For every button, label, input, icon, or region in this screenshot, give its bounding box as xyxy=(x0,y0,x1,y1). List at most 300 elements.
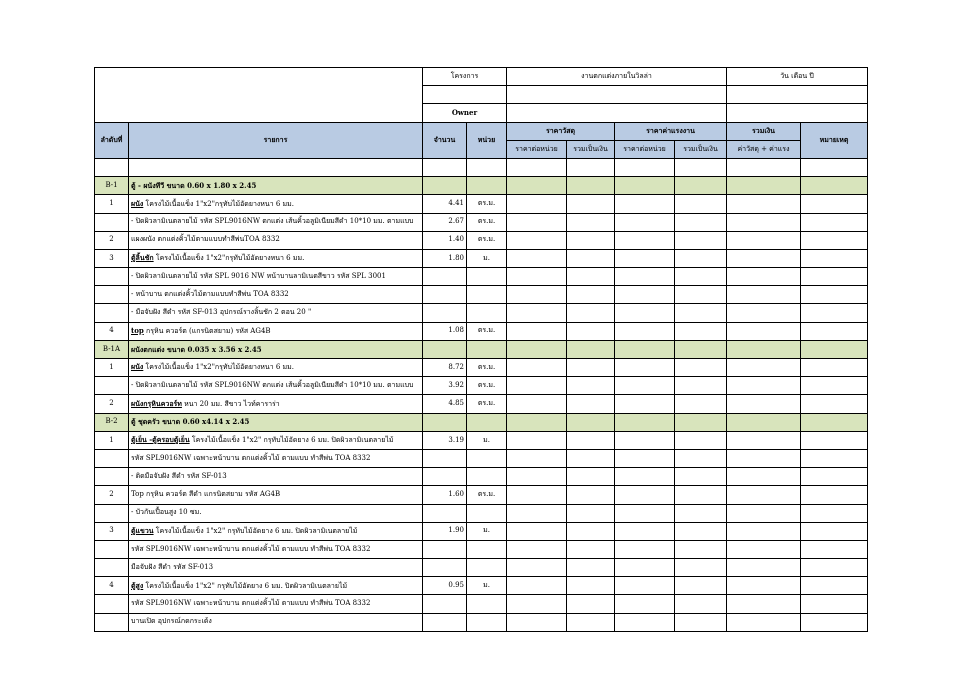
table-row xyxy=(95,613,868,631)
row-item-text: - ปิดผิวลามิเนตลายไม้ รหัส SPL9016NW ตกแต่ง เส้นคิ้วอลูมิเนียมสีดำ 10*10 มม. ตามแบบ xyxy=(131,380,414,389)
row-no: 4 xyxy=(95,577,129,595)
row-no xyxy=(95,595,129,613)
row-item xyxy=(129,268,423,286)
row-item xyxy=(129,504,423,522)
table-row xyxy=(95,195,868,213)
row-empty-cell xyxy=(567,213,615,231)
row-empty-cell xyxy=(675,595,727,613)
row-item xyxy=(129,449,423,467)
row-empty-cell xyxy=(615,395,675,413)
row-unit xyxy=(467,340,507,358)
row-qty: 1.60 xyxy=(423,486,467,504)
row-empty-cell xyxy=(727,249,801,267)
row-empty-cell xyxy=(615,231,675,249)
row-item xyxy=(129,249,423,267)
row-item xyxy=(129,431,423,449)
row-item-text: หนา 20 มม. สีขาว ไวท์คาราร่า xyxy=(181,399,280,408)
table-row xyxy=(95,377,868,395)
row-no xyxy=(95,468,129,486)
row-qty xyxy=(423,559,467,577)
row-empty-cell xyxy=(567,304,615,322)
row-empty-cell xyxy=(801,413,868,431)
row-empty-cell xyxy=(567,559,615,577)
row-item-heading: ตู้สูง xyxy=(131,580,144,590)
col-qty: จำนวน xyxy=(423,122,467,158)
col-material-unit-price: ราคาต่อหน่วย xyxy=(507,140,567,158)
row-item-text: โครงไม้เนื้อแข็ง 1"x2" กรุทับไม้อัดยาง 6 มม. ปิดผิวลามิเนตลายไม้ xyxy=(189,436,394,444)
row-empty-cell xyxy=(801,468,868,486)
row-empty-cell xyxy=(675,286,727,304)
row-no: B-2 xyxy=(95,413,129,431)
row-unit: ตร.ม. xyxy=(467,377,507,395)
row-empty-cell xyxy=(615,540,675,558)
row-qty xyxy=(423,304,467,322)
row-empty-cell xyxy=(507,177,567,195)
row-item xyxy=(129,231,423,249)
row-empty-cell xyxy=(675,377,727,395)
row-empty-cell xyxy=(507,540,567,558)
row-empty-cell xyxy=(567,395,615,413)
row-empty-cell xyxy=(675,431,727,449)
row-empty-cell xyxy=(615,522,675,540)
row-item-heading: ผนัง xyxy=(131,362,144,372)
project-label: โครงการ xyxy=(423,68,507,86)
table-row xyxy=(95,522,868,540)
table-row xyxy=(95,213,868,231)
col-material-group: ราคาวัสดุ xyxy=(507,122,615,140)
row-no xyxy=(95,286,129,304)
table-row xyxy=(95,504,868,522)
row-empty-cell xyxy=(615,304,675,322)
row-item xyxy=(129,468,423,486)
row-empty-cell xyxy=(567,322,615,340)
row-item xyxy=(129,213,423,231)
row-item-text: - มือจับฝัง สีดำ รหัส SF-013 อุปกรณ์รางลิ้นชัก 2 ตอน 20 " xyxy=(131,308,312,317)
row-unit xyxy=(467,177,507,195)
col-item: รายการ xyxy=(129,122,423,158)
table-row xyxy=(95,304,868,322)
project-blank xyxy=(423,86,507,104)
row-item xyxy=(129,377,423,395)
row-empty-cell xyxy=(675,195,727,213)
row-item-heading: ตู้ลิ้นชัก xyxy=(131,253,154,263)
row-empty-cell xyxy=(727,340,801,358)
row-empty-cell xyxy=(801,486,868,504)
row-qty xyxy=(423,595,467,613)
spacer-cell xyxy=(675,158,727,176)
row-empty-cell xyxy=(615,322,675,340)
owner-label: Owner xyxy=(423,104,507,122)
col-total-group: รวมเงิน xyxy=(727,122,801,140)
row-item-text: - หน้าบาน ตกแต่งคิ้วไม้ตามแบบทำสีพ่น TOA 8332 xyxy=(131,290,289,298)
row-empty-cell xyxy=(507,249,567,267)
row-empty-cell xyxy=(507,304,567,322)
row-empty-cell xyxy=(507,359,567,377)
row-unit: ตร.ม. xyxy=(467,322,507,340)
row-empty-cell xyxy=(507,468,567,486)
row-empty-cell xyxy=(727,577,801,595)
row-item-text: แผงผนัง ตกแต่งคิ้วไม้ตามแบบทำสีพ่นTOA 8332 xyxy=(131,235,280,244)
row-empty-cell xyxy=(801,449,868,467)
row-empty-cell xyxy=(727,195,801,213)
row-qty xyxy=(423,449,467,467)
row-no xyxy=(95,268,129,286)
row-empty-cell xyxy=(507,504,567,522)
row-item-heading: ตู้เย็น -ตู้ครอบตู้เย็น xyxy=(131,435,190,444)
row-empty-cell xyxy=(675,413,727,431)
row-empty-cell xyxy=(615,468,675,486)
row-item xyxy=(129,595,423,613)
row-empty-cell xyxy=(801,268,868,286)
row-no: 2 xyxy=(95,486,129,504)
row-item-heading: ผนังกรุหินควอร์ท xyxy=(131,398,182,408)
row-empty-cell xyxy=(675,504,727,522)
row-empty-cell xyxy=(507,377,567,395)
table-row xyxy=(95,395,868,413)
row-empty-cell xyxy=(801,595,868,613)
spacer-cell xyxy=(95,158,129,176)
row-no: 2 xyxy=(95,395,129,413)
row-empty-cell xyxy=(801,559,868,577)
row-item-text: รหัส SPL9016NW เฉพาะหน้าบาน ตกแต่งคิ้วไม้ ตามแบบ ทำสีพ่น TOA 8332 xyxy=(131,453,371,462)
row-empty-cell xyxy=(567,540,615,558)
row-empty-cell xyxy=(567,268,615,286)
row-no: B-1A xyxy=(95,340,129,358)
row-empty-cell xyxy=(727,449,801,467)
row-unit xyxy=(467,449,507,467)
table-row xyxy=(95,486,868,504)
row-empty-cell xyxy=(801,286,868,304)
row-unit xyxy=(467,468,507,486)
row-empty-cell xyxy=(727,559,801,577)
row-empty-cell xyxy=(507,522,567,540)
row-empty-cell xyxy=(801,177,868,195)
spacer-cell xyxy=(567,158,615,176)
row-unit: ตร.ม. xyxy=(467,213,507,231)
row-unit: ม. xyxy=(467,522,507,540)
row-item xyxy=(129,522,423,540)
row-item: ตู้ - ผนังทีวี ขนาด 0.60 x 1.80 x 2.45 xyxy=(129,177,423,195)
row-empty-cell xyxy=(727,595,801,613)
project-value: งานตกแต่งภายในวิลล่า xyxy=(507,68,727,86)
spacer-cell xyxy=(727,158,801,176)
row-empty-cell xyxy=(615,577,675,595)
row-item xyxy=(129,322,423,340)
table-row xyxy=(95,268,868,286)
row-empty-cell xyxy=(675,540,727,558)
row-qty: 1.40 xyxy=(423,231,467,249)
table-row xyxy=(95,431,868,449)
row-empty-cell xyxy=(801,504,868,522)
row-empty-cell xyxy=(801,359,868,377)
row-empty-cell xyxy=(615,213,675,231)
row-empty-cell xyxy=(727,231,801,249)
col-labor-unit-price: ราคาต่อหน่วย xyxy=(615,140,675,158)
table-row xyxy=(95,577,868,595)
row-empty-cell xyxy=(801,577,868,595)
section-row xyxy=(95,177,868,195)
row-empty-cell xyxy=(727,413,801,431)
row-item-heading: top xyxy=(131,325,144,335)
row-no: 1 xyxy=(95,431,129,449)
section-row xyxy=(95,413,868,431)
row-empty-cell xyxy=(567,413,615,431)
row-empty-cell xyxy=(567,177,615,195)
row-empty-cell xyxy=(727,377,801,395)
col-remark: หมายเหตุ xyxy=(801,122,868,158)
row-qty xyxy=(423,413,467,431)
boq-table xyxy=(94,67,868,632)
row-no: 1 xyxy=(95,195,129,213)
row-empty-cell xyxy=(675,559,727,577)
row-empty-cell xyxy=(801,522,868,540)
table-row xyxy=(95,359,868,377)
table-row xyxy=(95,468,868,486)
row-no xyxy=(95,213,129,231)
table-row xyxy=(95,559,868,577)
row-qty: 1.80 xyxy=(423,249,467,267)
row-qty: 1.08 xyxy=(423,322,467,340)
row-item-text: Top กรุหิน ควอร์ต สีดำ แกรนิตสยาม รหัส AG4B xyxy=(131,490,281,499)
row-no xyxy=(95,449,129,467)
row-empty-cell xyxy=(507,395,567,413)
row-empty-cell xyxy=(615,504,675,522)
col-labor-group: ราคาค่าแรงงาน xyxy=(615,122,727,140)
owner-date-blank xyxy=(727,104,868,122)
row-unit xyxy=(467,413,507,431)
row-empty-cell xyxy=(567,486,615,504)
row-empty-cell xyxy=(615,595,675,613)
row-empty-cell xyxy=(567,595,615,613)
row-item xyxy=(129,559,423,577)
row-item xyxy=(129,304,423,322)
row-empty-cell xyxy=(615,249,675,267)
row-item xyxy=(129,486,423,504)
row-empty-cell xyxy=(615,195,675,213)
row-empty-cell xyxy=(801,249,868,267)
row-qty: 4.41 xyxy=(423,195,467,213)
row-unit xyxy=(467,559,507,577)
row-qty xyxy=(423,340,467,358)
row-empty-cell xyxy=(615,613,675,631)
row-empty-cell xyxy=(567,431,615,449)
row-qty xyxy=(423,468,467,486)
row-unit xyxy=(467,286,507,304)
row-empty-cell xyxy=(801,231,868,249)
row-qty: 8.72 xyxy=(423,359,467,377)
row-item-text: โครงไม้เนื้อแข็ง 1"x2"กรุทับไม้อัดยางหนา 6 มม. xyxy=(153,254,305,263)
row-item-heading: ตู้แขวน xyxy=(131,525,154,535)
row-qty xyxy=(423,504,467,522)
row-no xyxy=(95,559,129,577)
row-empty-cell xyxy=(567,231,615,249)
row-empty-cell xyxy=(727,359,801,377)
row-empty-cell xyxy=(507,559,567,577)
row-empty-cell xyxy=(675,177,727,195)
row-item-text: - ปิดผิวลามิเนตลายไม้ รหัส SPL9016NW ตกแต่ง เส้นคิ้วอลูมิเนียมสีดำ 10*10 มม. ตามแบบ xyxy=(131,217,414,226)
col-material-amount: รวมเป็นเงิน xyxy=(567,140,615,158)
row-qty xyxy=(423,286,467,304)
row-item: ตู้ ชุดครัว ขนาด 0.60 x4.14 x 2.45 xyxy=(129,413,423,431)
row-empty-cell xyxy=(615,268,675,286)
row-empty-cell xyxy=(727,431,801,449)
owner-blank xyxy=(507,104,727,122)
row-item-text: โครงไม้เนื้อแข็ง 1"x2" กรุทับไม้อัดยาง 6 มม. ปิดผิวลามิเนตลายไม้ xyxy=(153,526,358,535)
row-empty-cell xyxy=(675,577,727,595)
row-qty: 2.67 xyxy=(423,213,467,231)
row-empty-cell xyxy=(567,340,615,358)
section-row xyxy=(95,340,868,358)
row-empty-cell xyxy=(567,249,615,267)
row-empty-cell xyxy=(801,377,868,395)
row-empty-cell xyxy=(727,486,801,504)
row-unit: ตร.ม. xyxy=(467,395,507,413)
row-unit: ตร.ม. xyxy=(467,486,507,504)
row-empty-cell xyxy=(801,431,868,449)
row-empty-cell xyxy=(507,595,567,613)
row-empty-cell xyxy=(567,504,615,522)
row-empty-cell xyxy=(801,340,868,358)
row-empty-cell xyxy=(507,195,567,213)
row-item-text: - ปิดผิวลามิเนตลายไม้ รหัส SPL 9016 NW หน้าบานลามิเนตสีขาว รหัส SPL 3001 xyxy=(131,271,386,280)
table-row xyxy=(95,540,868,558)
row-empty-cell xyxy=(727,177,801,195)
row-empty-cell xyxy=(615,559,675,577)
row-qty: 0.95 xyxy=(423,577,467,595)
row-item xyxy=(129,577,423,595)
row-unit xyxy=(467,595,507,613)
row-qty: 1.90 xyxy=(423,522,467,540)
row-qty: 3.19 xyxy=(423,431,467,449)
row-empty-cell xyxy=(675,322,727,340)
row-empty-cell xyxy=(801,322,868,340)
row-unit: ตร.ม. xyxy=(467,231,507,249)
row-empty-cell xyxy=(675,613,727,631)
row-empty-cell xyxy=(615,486,675,504)
row-empty-cell xyxy=(567,522,615,540)
row-empty-cell xyxy=(675,359,727,377)
row-item-text: บานเปิด อุปกรณ์กดกระเด้ง xyxy=(131,617,212,626)
row-no: 1 xyxy=(95,359,129,377)
row-empty-cell xyxy=(675,340,727,358)
table-row xyxy=(95,286,868,304)
row-item-text: โครงไม้เนื้อแข็ง 1"x2" กรุทับไม้อัดยาง 6 มม. ปิดผิวลามิเนตลายไม้ xyxy=(143,581,348,590)
row-empty-cell xyxy=(615,449,675,467)
spacer-cell xyxy=(507,158,567,176)
row-empty-cell xyxy=(507,322,567,340)
row-empty-cell xyxy=(615,431,675,449)
row-empty-cell xyxy=(507,340,567,358)
row-qty xyxy=(423,540,467,558)
row-item-text: โครงไม้เนื้อแข็ง 1"x2"กรุทับไม้อัดยางหนา 6 มม. xyxy=(143,199,294,208)
row-empty-cell xyxy=(675,468,727,486)
row-qty: 4.85 xyxy=(423,395,467,413)
row-empty-cell xyxy=(567,195,615,213)
row-empty-cell xyxy=(675,249,727,267)
row-empty-cell xyxy=(507,213,567,231)
spacer-cell xyxy=(423,158,467,176)
row-empty-cell xyxy=(801,195,868,213)
row-empty-cell xyxy=(727,522,801,540)
row-empty-cell xyxy=(507,431,567,449)
row-item-text: - บัวกันเปื้อนสูง 10 ซม. xyxy=(131,508,202,517)
row-item-text: มือจับฝัง สีดำ รหัส SF-013 xyxy=(131,562,214,571)
project-value-blank xyxy=(507,86,727,104)
row-empty-cell xyxy=(675,268,727,286)
row-no xyxy=(95,613,129,631)
row-no xyxy=(95,377,129,395)
row-item xyxy=(129,395,423,413)
row-empty-cell xyxy=(507,413,567,431)
row-item-text: กรุหิน ควอร์ต (แกรนิตสยาม) รหัส AG4B xyxy=(143,326,271,335)
row-qty xyxy=(423,613,467,631)
row-empty-cell xyxy=(567,359,615,377)
row-empty-cell xyxy=(507,577,567,595)
row-empty-cell xyxy=(675,522,727,540)
spacer-cell xyxy=(615,158,675,176)
row-no: 2 xyxy=(95,231,129,249)
row-empty-cell xyxy=(567,449,615,467)
row-empty-cell xyxy=(507,231,567,249)
row-qty xyxy=(423,268,467,286)
row-unit: ม. xyxy=(467,577,507,595)
row-empty-cell xyxy=(507,486,567,504)
table-row xyxy=(95,249,868,267)
row-empty-cell xyxy=(801,213,868,231)
row-unit: ตร.ม. xyxy=(467,195,507,213)
row-qty: 3.92 xyxy=(423,377,467,395)
row-empty-cell xyxy=(727,395,801,413)
spacer-cell xyxy=(801,158,868,176)
row-empty-cell xyxy=(507,286,567,304)
header-blank xyxy=(95,68,423,123)
table-row xyxy=(95,595,868,613)
row-empty-cell xyxy=(615,359,675,377)
row-empty-cell xyxy=(507,268,567,286)
row-empty-cell xyxy=(675,395,727,413)
spacer-cell xyxy=(129,158,423,176)
row-item-text: รหัส SPL9016NW เฉพาะหน้าบาน ตกแต่งคิ้วไม้ ตามแบบ ทำสีพ่น TOA 8332 xyxy=(131,544,371,553)
row-item xyxy=(129,286,423,304)
row-item xyxy=(129,613,423,631)
row-empty-cell xyxy=(801,540,868,558)
row-unit: ม. xyxy=(467,249,507,267)
row-empty-cell xyxy=(507,613,567,631)
row-unit xyxy=(467,504,507,522)
row-item-text: รหัส SPL9016NW เฉพาะหน้าบาน ตกแต่งคิ้วไม้ ตามแบบ ทำสีพ่น TOA 8332 xyxy=(131,599,371,608)
row-empty-cell xyxy=(615,377,675,395)
col-labor-amount: รวมเป็นเงิน xyxy=(675,140,727,158)
row-empty-cell xyxy=(727,613,801,631)
row-empty-cell xyxy=(675,231,727,249)
row-empty-cell xyxy=(727,268,801,286)
row-item-heading: ผนัง xyxy=(131,198,144,208)
row-empty-cell xyxy=(801,395,868,413)
row-empty-cell xyxy=(801,304,868,322)
col-material-plus-labor: ค่าวัสดุ + ค่าแรง xyxy=(727,140,801,158)
row-no: B-1 xyxy=(95,177,129,195)
spacer-cell xyxy=(467,158,507,176)
row-empty-cell xyxy=(567,468,615,486)
row-empty-cell xyxy=(615,286,675,304)
row-item xyxy=(129,540,423,558)
row-no: 3 xyxy=(95,522,129,540)
row-empty-cell xyxy=(727,213,801,231)
date-blank xyxy=(727,86,868,104)
row-empty-cell xyxy=(675,486,727,504)
date-label: วัน เดือน ปี xyxy=(727,68,868,86)
row-no: 3 xyxy=(95,249,129,267)
